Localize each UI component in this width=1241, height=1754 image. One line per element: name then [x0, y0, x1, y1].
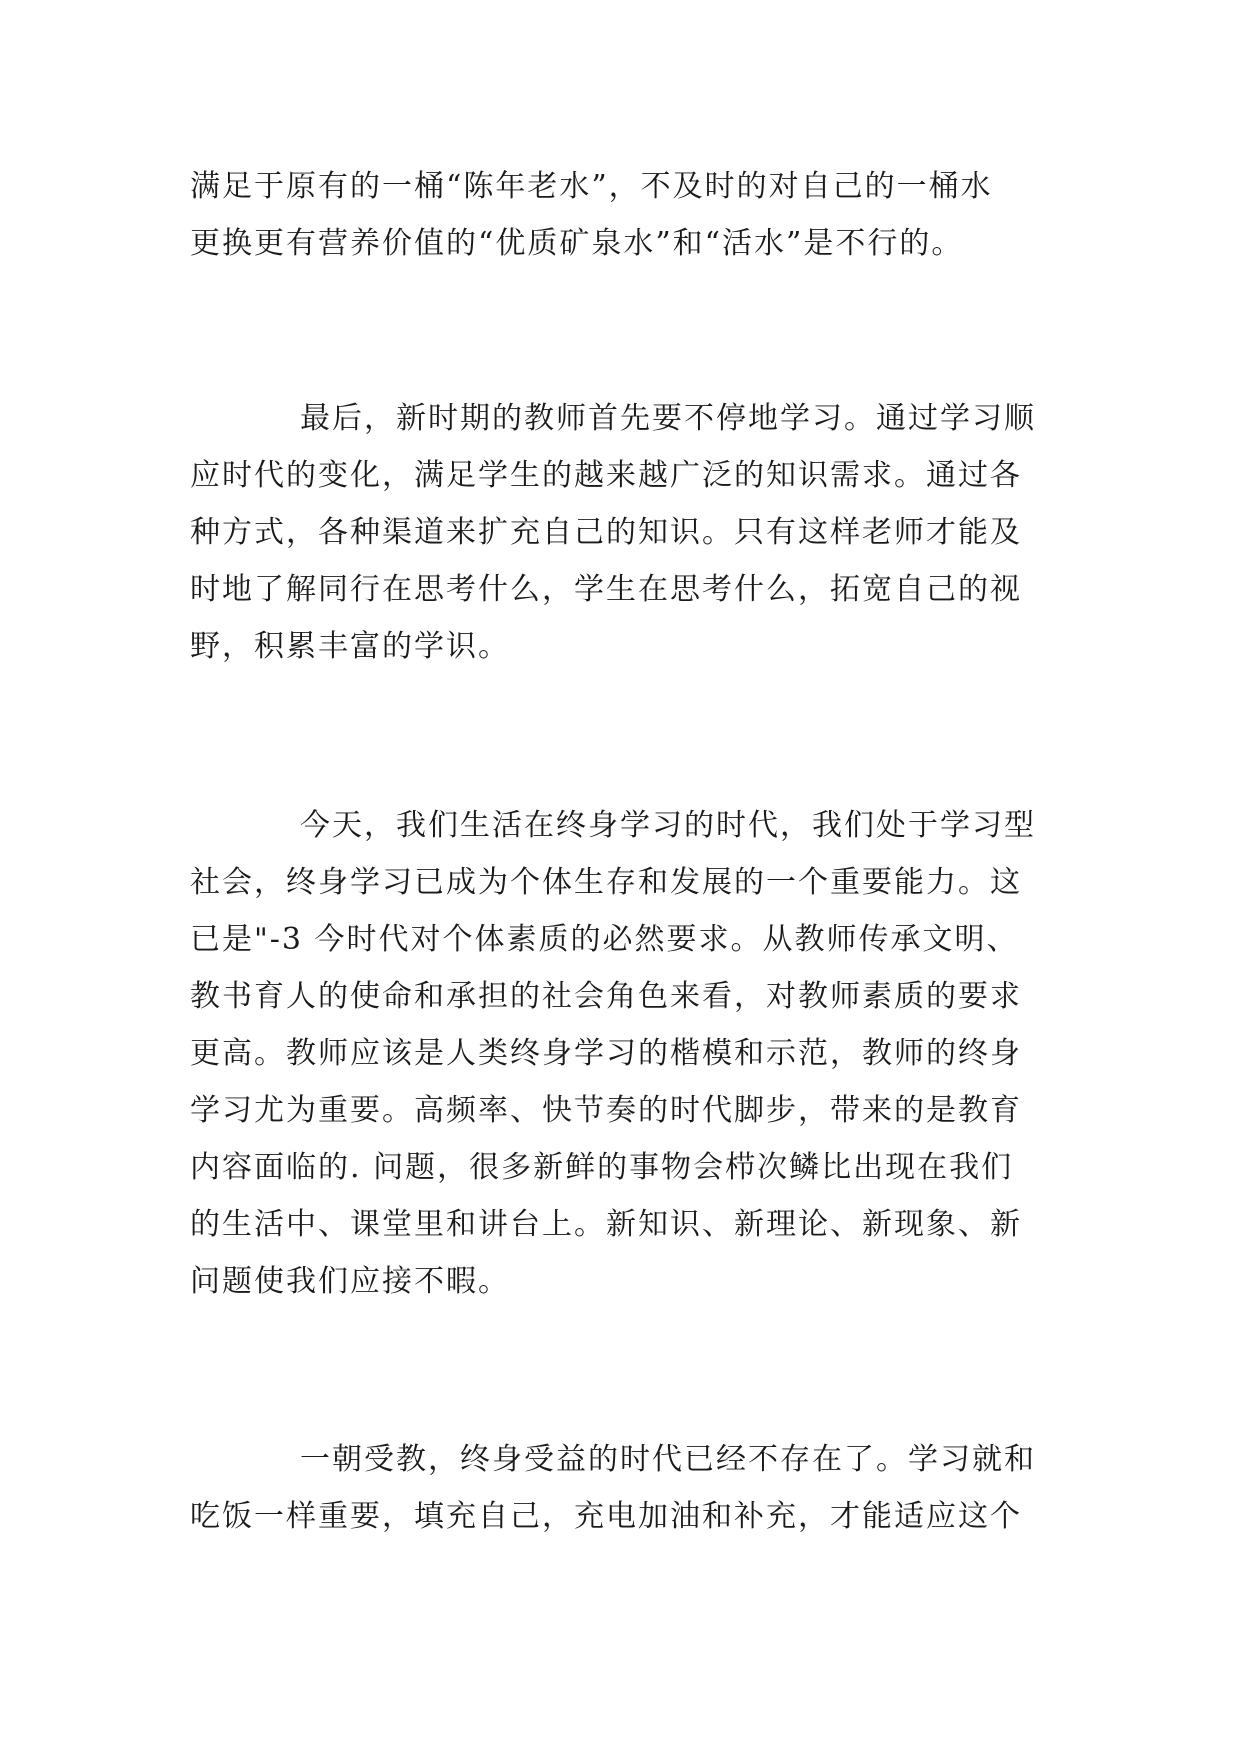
text-line: 社会，终身学习已成为个体生存和发展的一个重要能力。这: [190, 865, 1022, 900]
text-line: 问题使我们应接不暇。: [190, 1264, 510, 1299]
paragraph: [190, 1431, 1070, 1545]
paragraph: [190, 158, 1070, 272]
text-line: 学习尤为重要。高频率、快节奏的时代脚步，带来的是教育: [190, 1093, 1022, 1128]
text-line: 时地了解同行在思考什么，学生在思考什么，拓宽自己的视: [190, 572, 1022, 607]
text-line: 内容面临的. 问题，很多新鲜的事物会栉次鳞比出现在我们: [190, 1150, 1014, 1185]
text-line: 已是"-3 今时代对个体素质的必然要求。从教师传承文明、: [190, 922, 1019, 957]
text-line: 满足于原有的一桶“陈年老水”，不及时的对自己的一桶水: [190, 169, 993, 204]
text-line: 今天，我们生活在终身学习的时代，我们处于学习型: [300, 808, 1036, 843]
text-line: 教书育人的使命和承担的社会角色来看，对教师素质的要求: [190, 979, 1022, 1014]
text-line: 一朝受教，终身受益的时代已经不存在了。学习就和: [300, 1442, 1036, 1477]
text-line: 种方式，各种渠道来扩充自己的知识。只有这样老师才能及: [190, 515, 1022, 550]
text-line: 最后，新时期的教师首先要不停地学习。通过学习顺: [300, 401, 1036, 436]
text-line: 更高。教师应该是人类终身学习的楷模和示范，教师的终身: [190, 1036, 1022, 1071]
text-line: 更换更有营养价值的“优质矿泉水”和“活水”是不行的。: [190, 226, 964, 261]
text-line: 野，积累丰富的学识。: [190, 629, 510, 664]
paragraph: [190, 390, 1070, 675]
text-line: 吃饭一样重要，填充自己，充电加油和补充，才能适应这个: [190, 1499, 1022, 1534]
text-line: 应时代的变化，满足学生的越来越广泛的知识需求。通过各: [190, 458, 1022, 493]
paragraph: [190, 797, 1070, 1310]
text-line: 的生活中、课堂里和讲台上。新知识、新理论、新现象、新: [190, 1207, 1022, 1242]
